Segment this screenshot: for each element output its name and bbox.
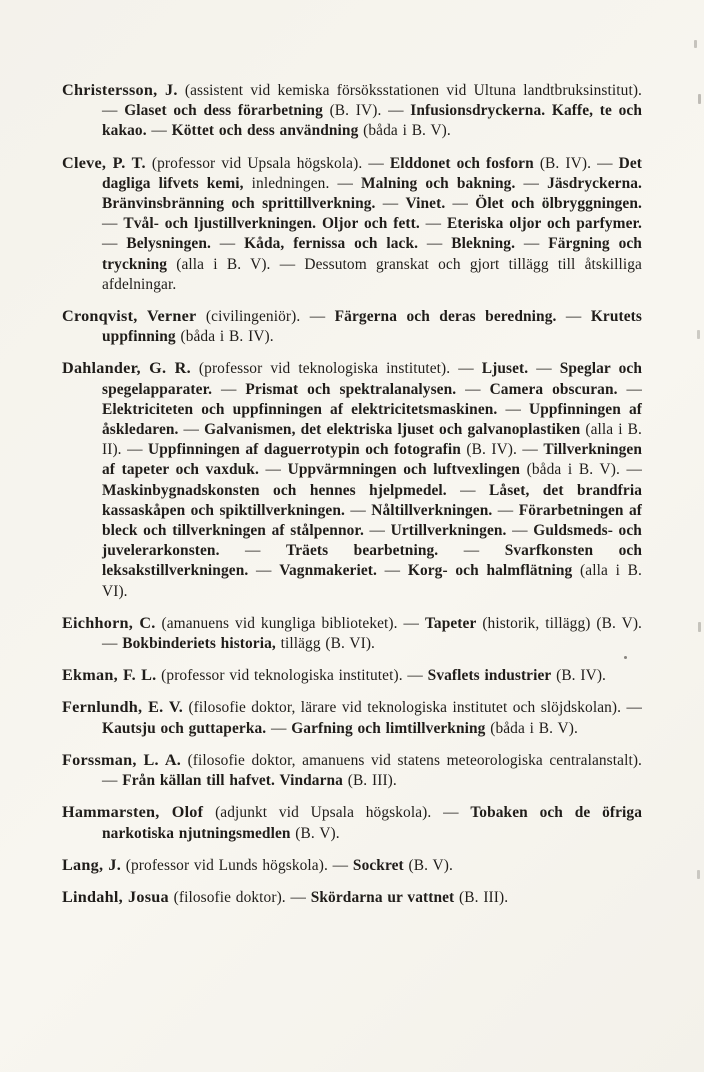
work-title: Låset, det brandfria kassaskåpen och spiktillverkningen. [102,481,642,519]
entry-text: (professor vid Upsala högskola). — [145,154,390,172]
work-title: Nåltillverkningen. [371,501,493,519]
entry-author-name: Eichhorn, C. [62,613,156,632]
work-title: Malning och bakning. [361,174,516,192]
entry-text: (filosofie doktor, amanuens vid statens meteorologiska centralanstalt). — [102,751,642,790]
entry-text: — [102,235,127,253]
entry-text: — [556,308,591,326]
scan-artifact [698,622,701,632]
entry-text: — [492,501,519,519]
work-title: Guldsmeds- och juvelerarkonsten. [102,522,642,560]
entry-text: (båda i B. IV). [175,328,274,346]
entry-author-name: Ekman, F. L. [62,666,157,685]
work-title: Tobaken och de öfriga narkotiska njutningsmedlen [102,804,642,842]
work-title: Elddonet och fosforn [389,154,534,172]
entry-text: — [102,215,124,233]
work-title: Garfning och limtillverkning [291,719,486,737]
entry-text: — [418,235,452,253]
bibliography-entry [62,80,642,142]
entry-text: — [363,522,391,540]
entry-text: (civilingeniör). — [196,308,335,326]
entry-text: — [212,380,246,398]
work-title: Glaset och dess förarbetning [124,102,323,120]
entry-text: — [456,380,490,398]
work-title: Korg- och halmflätning [407,562,573,580]
work-title: Uppfinningen af daguerrotypin och fotografin [148,441,461,459]
entry-author-name: Lindahl, Josua [62,887,169,906]
entry-text: — [506,522,534,540]
entry-text: — [438,542,505,560]
entry-text: (filosofie doktor). — [168,888,311,906]
entry-text: (B. V). [290,824,340,842]
entry-text: — [375,195,406,213]
entry-text: — [266,719,292,737]
entry-text: — [515,174,548,192]
work-title: Färgerna och deras beredning. [334,308,557,326]
entry-author-name: Lang, J. [62,855,122,874]
entry-text: (amanuens vid kungliga biblioteket). — [155,614,425,632]
work-title: Från källan till hafvet. Vindarna [122,772,343,790]
entry-text: (B. IV). — [460,441,544,459]
work-title: Uppvärmningen och luftvexlingen [287,461,521,479]
entry-text: inledningen. — [243,174,362,192]
work-title: Ljuset. [481,360,529,378]
work-title: Tvål- och ljustillverkningen. Oljor och fett. [123,215,420,233]
entry-text: (filosofie doktor, lärare vid teknologiska institutet och slöjdskolan). — [183,699,642,717]
entry-text: — [446,481,490,499]
entry-text: (alla i B. VI). [102,562,642,600]
entry-author-name: Cronqvist, Verner [62,307,197,326]
work-title: Maskinbygnadskonsten och hennes hjelpmedel. [102,481,447,499]
entry-text: (B. V). [403,856,453,874]
work-title: Vagnmakeriet. [279,562,377,580]
work-title: Ölet och ölbryggningen. [475,195,642,213]
entry-text: (B. IV). [551,667,606,685]
entry-author-name: Hammarsten, Olof [62,803,204,822]
bibliography-entry [62,613,642,654]
work-title: Prismat och spektralanalysen. [245,380,457,398]
entry-text: (B. III). [342,772,397,790]
work-title: Elektriciteten och uppfinningen af elektricitetsmaskinen. [102,400,498,418]
work-title: Belysningen. [126,235,211,253]
bibliography-entry [62,887,642,908]
entry-text: (båda i B. V). [485,719,578,737]
work-title: Krutets uppfinning [102,308,642,346]
work-title: Det dagliga lifvets kemi, [102,154,642,192]
entry-text: tillägg (B. VI). [275,635,376,653]
scan-artifact [697,870,700,879]
work-title: Svarfkonsten och leksakstillverkningen. [102,542,642,580]
entry-author-name: Forssman, L. A. [62,750,182,769]
work-title: Galvanismen, det elektriska ljuset och galvanoplastiken [204,421,581,439]
entry-text: (professor vid Lunds högskola). — [121,856,353,874]
entry-text: — [445,195,476,213]
entry-text: — [210,235,245,253]
entry-text: (B. IV). — [533,154,619,172]
entry-text: — [376,562,408,580]
scan-artifact [694,40,697,48]
work-title: Köttet och dess användning [171,122,359,140]
entry-author-name: Fernlundh, E. V. [62,698,184,717]
entry-text: — [515,235,549,253]
entry-text: — [146,122,172,140]
entry-text: (historik, tillägg) (B. V). — [102,614,643,653]
entry-text: (båda i B. V). [358,122,451,140]
work-title: Jäsdryckerna. Bränvinsbränning och sprittillverkning. [102,174,642,213]
work-title: Infusionsdryckerna. Kaffe, te och kakao. [102,102,642,140]
bibliography-entry [62,750,642,791]
entry-author-name: Dahlander, G. R. [62,359,191,378]
work-title: Camera obscuran. [489,380,618,398]
work-title: Vinet. [405,195,446,213]
entry-author-name: Cleve, P. T. [62,153,146,172]
work-title: Träets bearbetning. [286,542,439,560]
work-title: Svaflets industrier [427,667,552,685]
entry-text: — [528,360,560,378]
bibliography-entry [62,306,642,347]
entry-text: (båda i B. V). — [520,461,642,479]
work-title: Blekning. [451,235,516,253]
entry-text: — [248,562,280,580]
work-title: Bokbinderiets historia, [122,635,276,653]
entry-text: (B. III). [454,888,509,906]
bibliography-entry [62,802,642,843]
work-title: Tillverkningen af tapeter och vaxduk. [102,441,642,479]
entry-text: (professor vid teknologiska institutet). — [156,667,428,685]
entry-text: (assistent vid kemiska försöksstationen vid Ultuna landtbruksinstitut). — [102,82,642,120]
scan-artifact [698,94,701,104]
work-title: Skördarna ur vattnet [310,888,455,906]
work-title: Speglar och spegelapparater. [102,360,642,398]
work-title: Färgning och tryckning [102,235,642,273]
entry-text: (professor vid teknologiska institutet). — [190,360,482,378]
work-title: Sockret [352,856,404,874]
entry-author-name: Christersson, J. [62,81,178,99]
scan-artifact [624,656,627,659]
entry-text: — [617,380,642,398]
work-title: Uppfinningen af åskledaren. [102,400,642,439]
bibliography-entry [62,358,642,601]
entry-text: — [419,215,448,233]
bibliography-entry [62,665,642,686]
entry-text: — [258,461,288,479]
work-title: Förarbetningen af bleck och tillverkningen af stålpennor. [102,501,642,540]
entry-text: — [219,542,286,560]
work-title: Kautsju och guttaperka. [102,719,267,737]
work-title: Kåda, fernissa och lack. [244,235,419,253]
work-title: Eteriska oljor och parfymer. [447,215,642,233]
entry-text: — [178,421,205,439]
bibliography-entry [62,153,642,295]
work-title: Tapeter [424,614,477,632]
entry-text: (alla i B. V). — Dessutom granskat och gjort tillägg till åtskilliga afdelningar. [102,255,642,293]
scan-artifact [697,330,700,339]
entry-text: — [497,400,530,418]
work-title: Urtillverkningen. [390,522,507,540]
contributor-list [62,80,642,919]
entry-text: — [344,501,372,519]
entry-text: (alla i B. II). — [102,421,642,459]
entry-text: (B. IV). — [322,102,411,120]
bibliography-entry [62,697,642,738]
bibliography-entry [62,855,642,876]
entry-text: (adjunkt vid Upsala högskola). — [203,804,471,822]
